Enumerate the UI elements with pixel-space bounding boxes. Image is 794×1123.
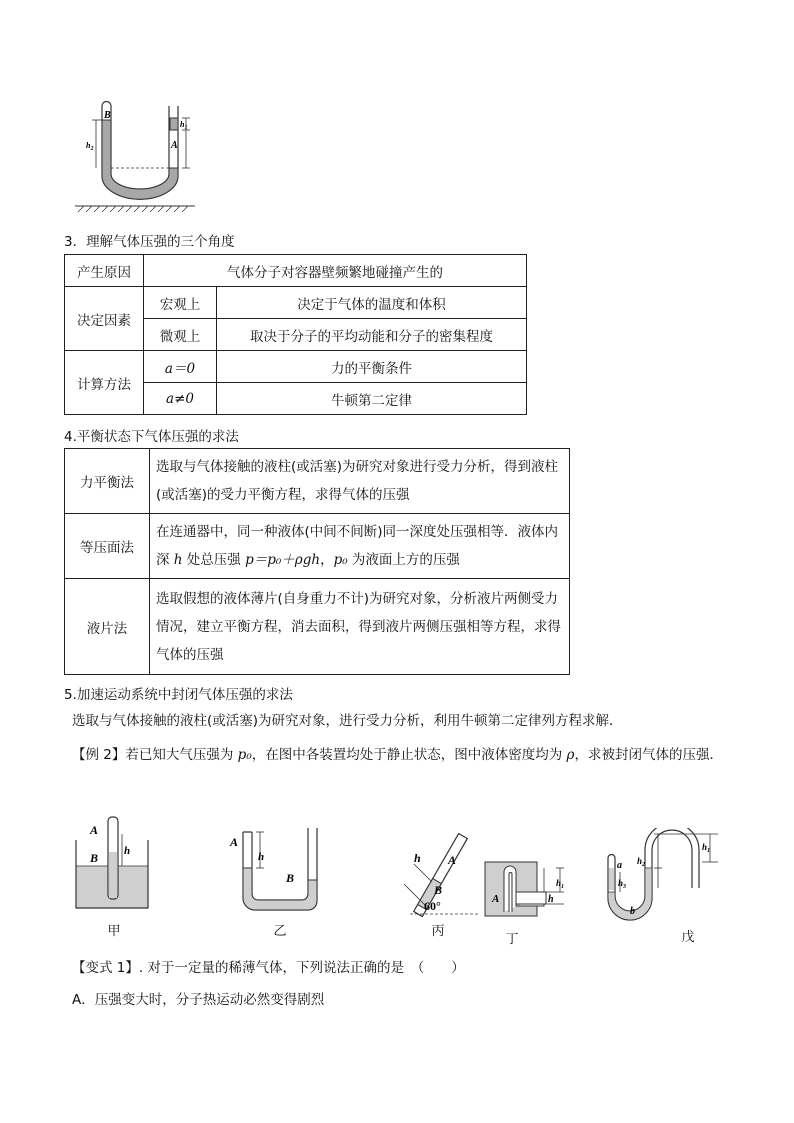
method-name: 力平衡法 xyxy=(65,449,150,514)
method-text: 选取假想的液体薄片(自身重力不计)为研究对象，分析液片两侧受力情况，建立平衡方程，消去面积，得到液片两侧压强相等方程，求得气体的压强 xyxy=(150,579,570,675)
caption-ding: 丁 xyxy=(505,932,519,947)
svg-text:h3: $h_3$ xyxy=(618,878,627,890)
figure-bing xyxy=(400,828,490,918)
svg-text:h1: $h_1$ xyxy=(180,120,188,131)
svg-text:B: B xyxy=(286,871,295,885)
svg-text:A: A xyxy=(448,853,457,867)
method-name: 液片法 xyxy=(65,579,150,675)
a-nonzero-value: 牛顿第二定律 xyxy=(217,383,527,415)
section5-title: 5.加速运动系统中封闭气体压强的求法 xyxy=(64,687,293,703)
svg-text:60°: 60° xyxy=(424,899,441,913)
svg-text:h1: $h_1$ xyxy=(556,878,565,890)
method-name: 等压面法 xyxy=(65,514,150,579)
a-zero-label: a＝0 xyxy=(144,351,217,383)
factor-label: 决定因素 xyxy=(65,287,144,351)
figure-yi xyxy=(228,820,328,915)
caption-wu: 戊 xyxy=(681,930,695,945)
figure-ding xyxy=(482,858,572,928)
variant1-stem: 【变式 1】. 对于一定量的稀薄气体，下列说法正确的是 （ ） xyxy=(72,960,465,976)
label-a: A xyxy=(171,140,178,151)
svg-text:h1: $h_1$ xyxy=(702,842,711,854)
svg-text:A: A xyxy=(230,835,239,849)
balance-methods-table xyxy=(64,448,570,675)
svg-text:h: h xyxy=(124,845,131,857)
calc-label: 计算方法 xyxy=(65,351,144,415)
micro-label: 微观上 xyxy=(144,319,217,351)
macro-label: 宏观上 xyxy=(144,287,217,319)
micro-value: 取决于分子的平均动能和分子的密集程度 xyxy=(217,319,527,351)
a-zero-value: 力的平衡条件 xyxy=(217,351,527,383)
svg-text:h: h xyxy=(414,851,421,865)
section3-title: 3．理解气体压强的三个角度 xyxy=(64,234,235,250)
caption-bing: 丙 xyxy=(431,924,445,939)
svg-text:a: a xyxy=(617,860,622,871)
svg-text:A: A xyxy=(492,893,500,905)
svg-text:h2: $h_2$ xyxy=(637,856,646,868)
method-text: 选取与气体接触的液柱(或活塞)为研究对象进行受力分析，得到液柱(或活塞)的受力平衡方程，求得气体的压强 xyxy=(150,449,570,514)
variant1-option-a: A．压强变大时，分子热运动必然变得剧烈 xyxy=(72,992,325,1008)
origin-value: 气体分子对容器壁频繁地碰撞产生的 xyxy=(144,255,527,287)
section4-title: 4.平衡状态下气体压强的求法 xyxy=(64,429,239,445)
svg-text:B: B xyxy=(90,851,99,865)
figure-jia xyxy=(72,812,152,912)
svg-text:h: h xyxy=(258,851,265,863)
svg-text:b: b xyxy=(630,906,635,917)
svg-text:h2: $h_2$ xyxy=(86,141,94,152)
caption-yi: 乙 xyxy=(273,924,287,939)
figure-wu xyxy=(600,828,720,926)
svg-text:A: A xyxy=(90,823,99,837)
label-b: B xyxy=(104,110,111,121)
u-tube-figure xyxy=(70,98,200,213)
section5-body: 选取与气体接触的液柱(或活塞)为研究对象，进行受力分析，利用牛顿第二定律列方程求解． xyxy=(72,713,623,729)
pressure-angles-table xyxy=(64,254,527,415)
method-text: 在连通器中，同一种液体(中间不间断)同一深度处压强相等．液体内深 h 处总压强 p＝p₀＋ρgh，p₀ 为液面上方的压强 xyxy=(150,514,570,579)
macro-value: 决定于气体的温度和体积 xyxy=(217,287,527,319)
caption-jia: 甲 xyxy=(107,924,121,939)
example2-stem: 【例 2】若已知大气压强为 p₀，在图中各装置均处于静止状态，图中液体密度均为 ρ，求被封闭气体的压强． xyxy=(72,747,723,763)
a-nonzero-label: a≠0 xyxy=(144,383,217,415)
origin-label: 产生原因 xyxy=(65,255,144,287)
svg-text:h: h xyxy=(548,894,554,905)
svg-text:B: B xyxy=(434,883,443,897)
